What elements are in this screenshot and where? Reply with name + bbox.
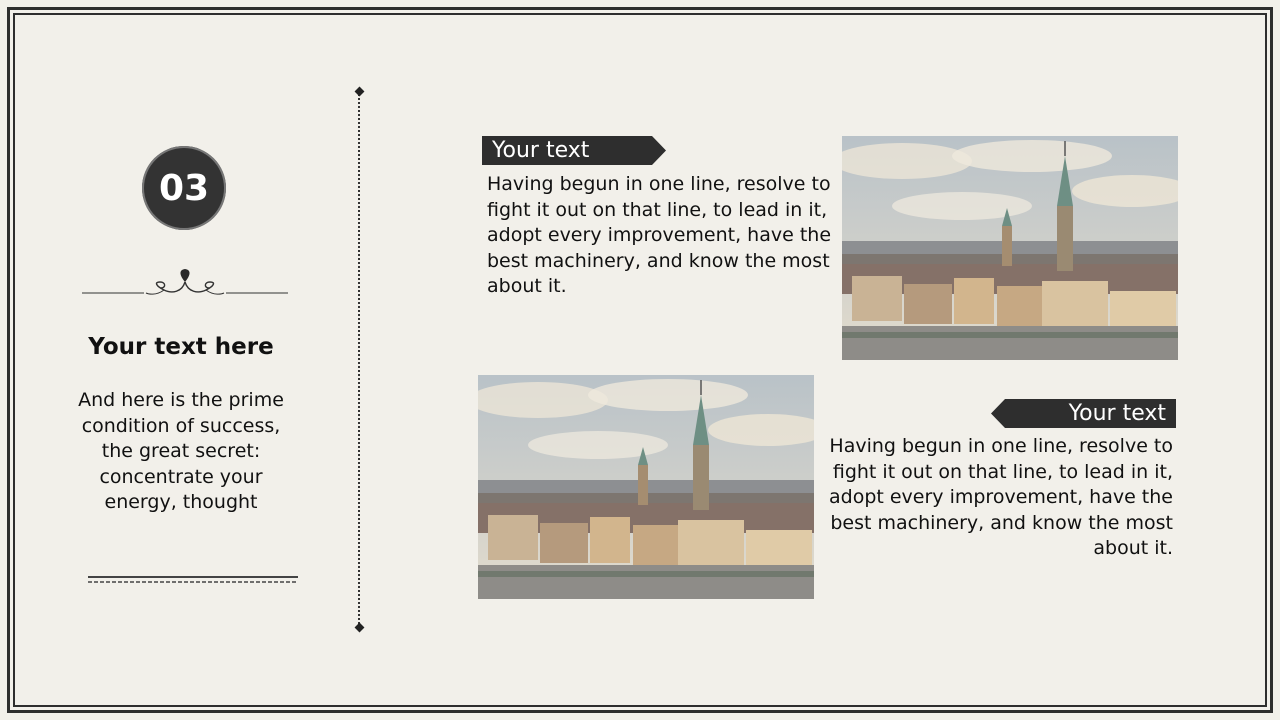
frame-inner-border (13, 13, 1267, 707)
section-number-badge: 03 (142, 146, 226, 230)
text-block-body-2: Having begun in one line, resolve to fight it out on that line, to lead in it, adopt every improvement, have the best machinery, and know the most about it. (828, 435, 1173, 559)
text-tag-label: Your text (1068, 401, 1166, 426)
left-panel-title: Your text here (88, 334, 274, 360)
city-skyline-photo (478, 375, 814, 599)
city-skyline-image (478, 375, 814, 599)
left-panel-body: And here is the prime condition of success, the great secret: concentrate your energy, thought (78, 389, 284, 513)
flourish-divider-icon (82, 266, 288, 300)
text-block-body-1: Having begun in one line, resolve to fight it out on that line, to lead in it, adopt every improvement, have the best machinery, and know the most about it. (487, 173, 832, 297)
city-skyline-photo (842, 136, 1178, 360)
vertical-dotted-divider (358, 90, 362, 628)
text-tag-label: Your text (492, 138, 590, 163)
city-skyline-image (842, 136, 1178, 360)
text-tag-2 (991, 399, 1176, 428)
text-tag-1 (482, 136, 666, 165)
double-rule-divider (88, 575, 298, 585)
